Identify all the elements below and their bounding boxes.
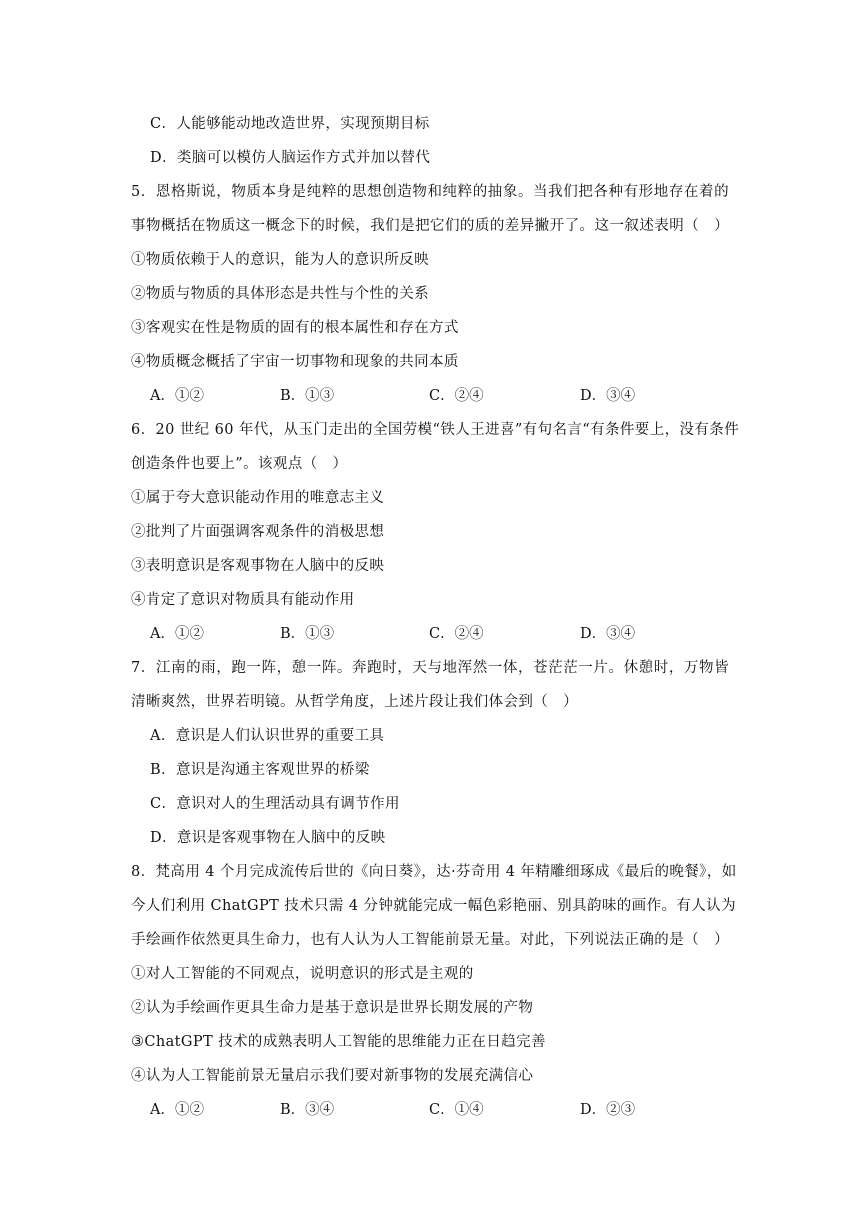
q5-option-d: D．③④ bbox=[580, 388, 636, 404]
q5-option-b: B．①③ bbox=[280, 388, 335, 404]
q7-option-c: C．意识对人的生理活动具有调节作用 bbox=[150, 796, 400, 812]
q5-statement-4: ④物质概念概括了宇宙一切事物和现象的共同本质 bbox=[131, 354, 459, 370]
q8-statement-4: ④认为人工智能前景无量启示我们要对新事物的发展充满信心 bbox=[131, 1068, 534, 1084]
q8-statement-3: ③ChatGPT 技术的成熟表明人工智能的思维能力正在日趋完善 bbox=[131, 1034, 546, 1050]
q5-stem-line1: 5．恩格斯说，物质本身是纯粹的思想创造物和纯粹的抽象。当我们把各种有形地存在着的 bbox=[131, 184, 729, 200]
q6-statement-4: ④肯定了意识对物质具有能动作用 bbox=[131, 592, 355, 608]
q8-stem-line1: 8．梵高用 4 个月完成流传后世的《向日葵》，达·芬奇用 4 年精雕细琢成《最后的晚餐》，如 bbox=[131, 864, 737, 880]
q6-options bbox=[150, 622, 750, 642]
q8-statement-1: ①对人工智能的不同观点，说明意识的形式是主观的 bbox=[131, 966, 474, 982]
q5-statement-3: ③客观实在性是物质的固有的根本属性和存在方式 bbox=[131, 320, 459, 336]
q6-option-d: D．③④ bbox=[580, 626, 636, 642]
q5-options bbox=[150, 384, 750, 404]
q6-option-c: C．②④ bbox=[429, 626, 484, 642]
q7-stem-line2: 清晰爽然，世界若明镜。从哲学角度，上述片段让我们体会到（ ） bbox=[131, 694, 578, 710]
q8-option-a: A．①② bbox=[150, 1102, 204, 1118]
q5-statement-1: ①物质依赖于人的意识，能为人的意识所反映 bbox=[131, 252, 429, 268]
q8-stem-line3: 手绘画作依然更具生命力，也有人认为人工智能前景无量。对此，下列说法正确的是（ ） bbox=[131, 932, 729, 948]
q7-option-a: A．意识是人们认识世界的重要工具 bbox=[150, 728, 385, 744]
q8-options bbox=[150, 1098, 750, 1118]
q5-option-c: C．②④ bbox=[429, 388, 484, 404]
q8-option-d: D．②③ bbox=[580, 1102, 636, 1118]
q6-stem-line2: 创造条件也要上”。该观点（ ） bbox=[131, 456, 348, 472]
q4-option-c: C．人能够能动地改造世界，实现预期目标 bbox=[150, 116, 430, 132]
q8-option-c: C．①④ bbox=[429, 1102, 484, 1118]
q8-statement-2: ②认为手绘画作更具生命力是基于意识是世界长期发展的产物 bbox=[131, 1000, 534, 1016]
q6-option-b: B．①③ bbox=[280, 626, 335, 642]
q6-statement-2: ②批判了片面强调客观条件的消极思想 bbox=[131, 524, 385, 540]
q6-statement-3: ③表明意识是客观事物在人脑中的反映 bbox=[131, 558, 385, 574]
q6-stem-line1: 6．20 世纪 60 年代，从玉门走出的全国劳模“铁人王进喜”有句名言“有条件要上，没有条件 bbox=[131, 422, 740, 438]
q6-option-a: A．①② bbox=[150, 626, 204, 642]
q5-statement-2: ②物质与物质的具体形态是共性与个性的关系 bbox=[131, 286, 429, 302]
q7-stem-line1: 7．江南的雨，跑一阵，憩一阵。奔跑时，天与地浑然一体，苍茫茫一片。休憩时，万物皆 bbox=[131, 660, 729, 676]
q5-option-a: A．①② bbox=[150, 388, 204, 404]
q8-stem-line2: 今人们利用 ChatGPT 技术只需 4 分钟就能完成一幅色彩艳丽、别具韵味的画作。有人认为 bbox=[131, 898, 736, 914]
q5-stem-line2: 事物概括在物质这一概念下的时候，我们是把它们的质的差异撇开了。这一叙述表明（ ） bbox=[131, 218, 729, 234]
q7-option-d: D．意识是客观事物在人脑中的反映 bbox=[150, 830, 386, 846]
q8-option-b: B．③④ bbox=[280, 1102, 335, 1118]
q4-option-d: D．类脑可以模仿人脑运作方式并加以替代 bbox=[150, 150, 431, 166]
q6-statement-1: ①属于夸大意识能动作用的唯意志主义 bbox=[131, 490, 385, 506]
q7-option-b: B．意识是沟通主客观世界的桥梁 bbox=[150, 762, 370, 778]
